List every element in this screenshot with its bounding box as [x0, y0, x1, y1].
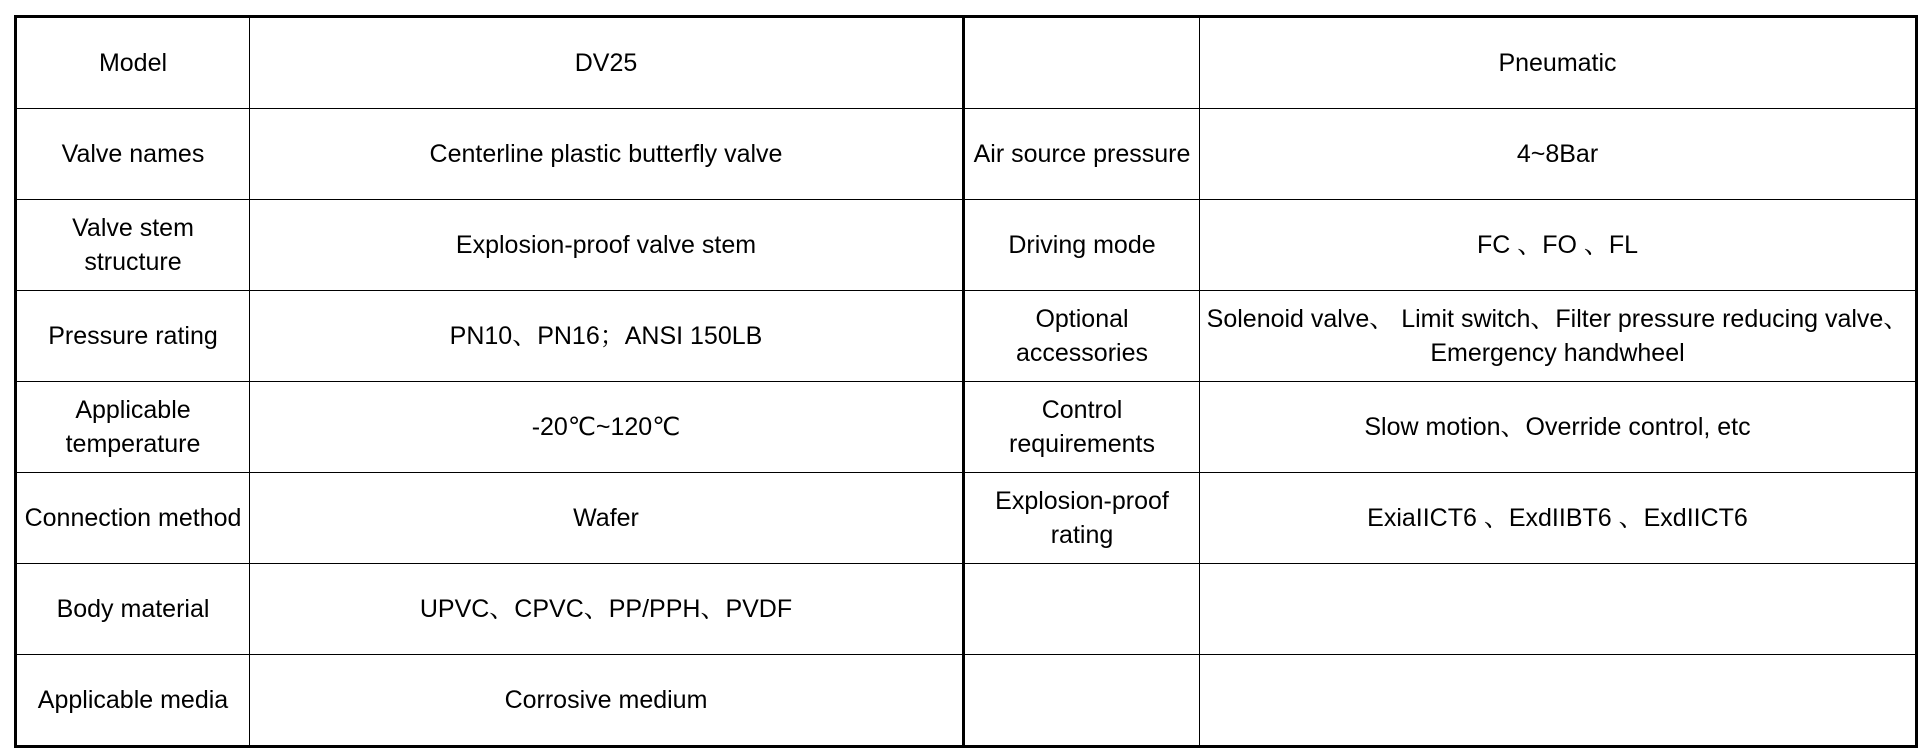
row-value: -20℃~120℃: [250, 382, 964, 473]
row-label: Driving mode: [964, 200, 1200, 291]
row-value: Corrosive medium: [250, 655, 964, 747]
spec-table: [14, 15, 1918, 748]
row-label: Applicable temperature: [16, 382, 250, 473]
row-value: UPVC、CPVC、PP/PPH、PVDF: [250, 564, 964, 655]
row-label: [964, 17, 1200, 109]
row-value: ExiaIICT6 、ExdIIBT6 、ExdIICT6: [1200, 473, 1917, 564]
row-label: Applicable media: [16, 655, 250, 747]
row-label: Control requirements: [964, 382, 1200, 473]
row-value: Slow motion、Override control, etc: [1200, 382, 1917, 473]
row-value: Explosion-proof valve stem: [250, 200, 964, 291]
row-label: Valve stem structure: [16, 200, 250, 291]
table-row: [16, 291, 1917, 382]
row-label: Air source pressure: [964, 109, 1200, 200]
row-value: [1200, 655, 1917, 747]
row-value: [1200, 564, 1917, 655]
row-value: Centerline plastic butterfly valve: [250, 109, 964, 200]
row-value: Solenoid valve、 Limit switch、Filter pressure reducing valve、Emergency handwheel: [1200, 291, 1917, 382]
table-row: [16, 17, 1917, 109]
row-value: FC 、FO 、FL: [1200, 200, 1917, 291]
row-value: Pneumatic: [1200, 17, 1917, 109]
row-label: [964, 655, 1200, 747]
row-value: 4~8Bar: [1200, 109, 1917, 200]
table-row: [16, 382, 1917, 473]
table-row: [16, 564, 1917, 655]
table-row: [16, 473, 1917, 564]
row-label: Explosion-proof rating: [964, 473, 1200, 564]
row-label: Valve names: [16, 109, 250, 200]
row-label: Model: [16, 17, 250, 109]
row-value: PN10、PN16；ANSI 150LB: [250, 291, 964, 382]
row-value: Wafer: [250, 473, 964, 564]
table-row: [16, 200, 1917, 291]
row-label: [964, 564, 1200, 655]
row-value: DV25: [250, 17, 964, 109]
table-row: [16, 109, 1917, 200]
row-label: Body material: [16, 564, 250, 655]
row-label: Optional accessories: [964, 291, 1200, 382]
row-label: Connection method: [16, 473, 250, 564]
row-label: Pressure rating: [16, 291, 250, 382]
table-row: [16, 655, 1917, 747]
